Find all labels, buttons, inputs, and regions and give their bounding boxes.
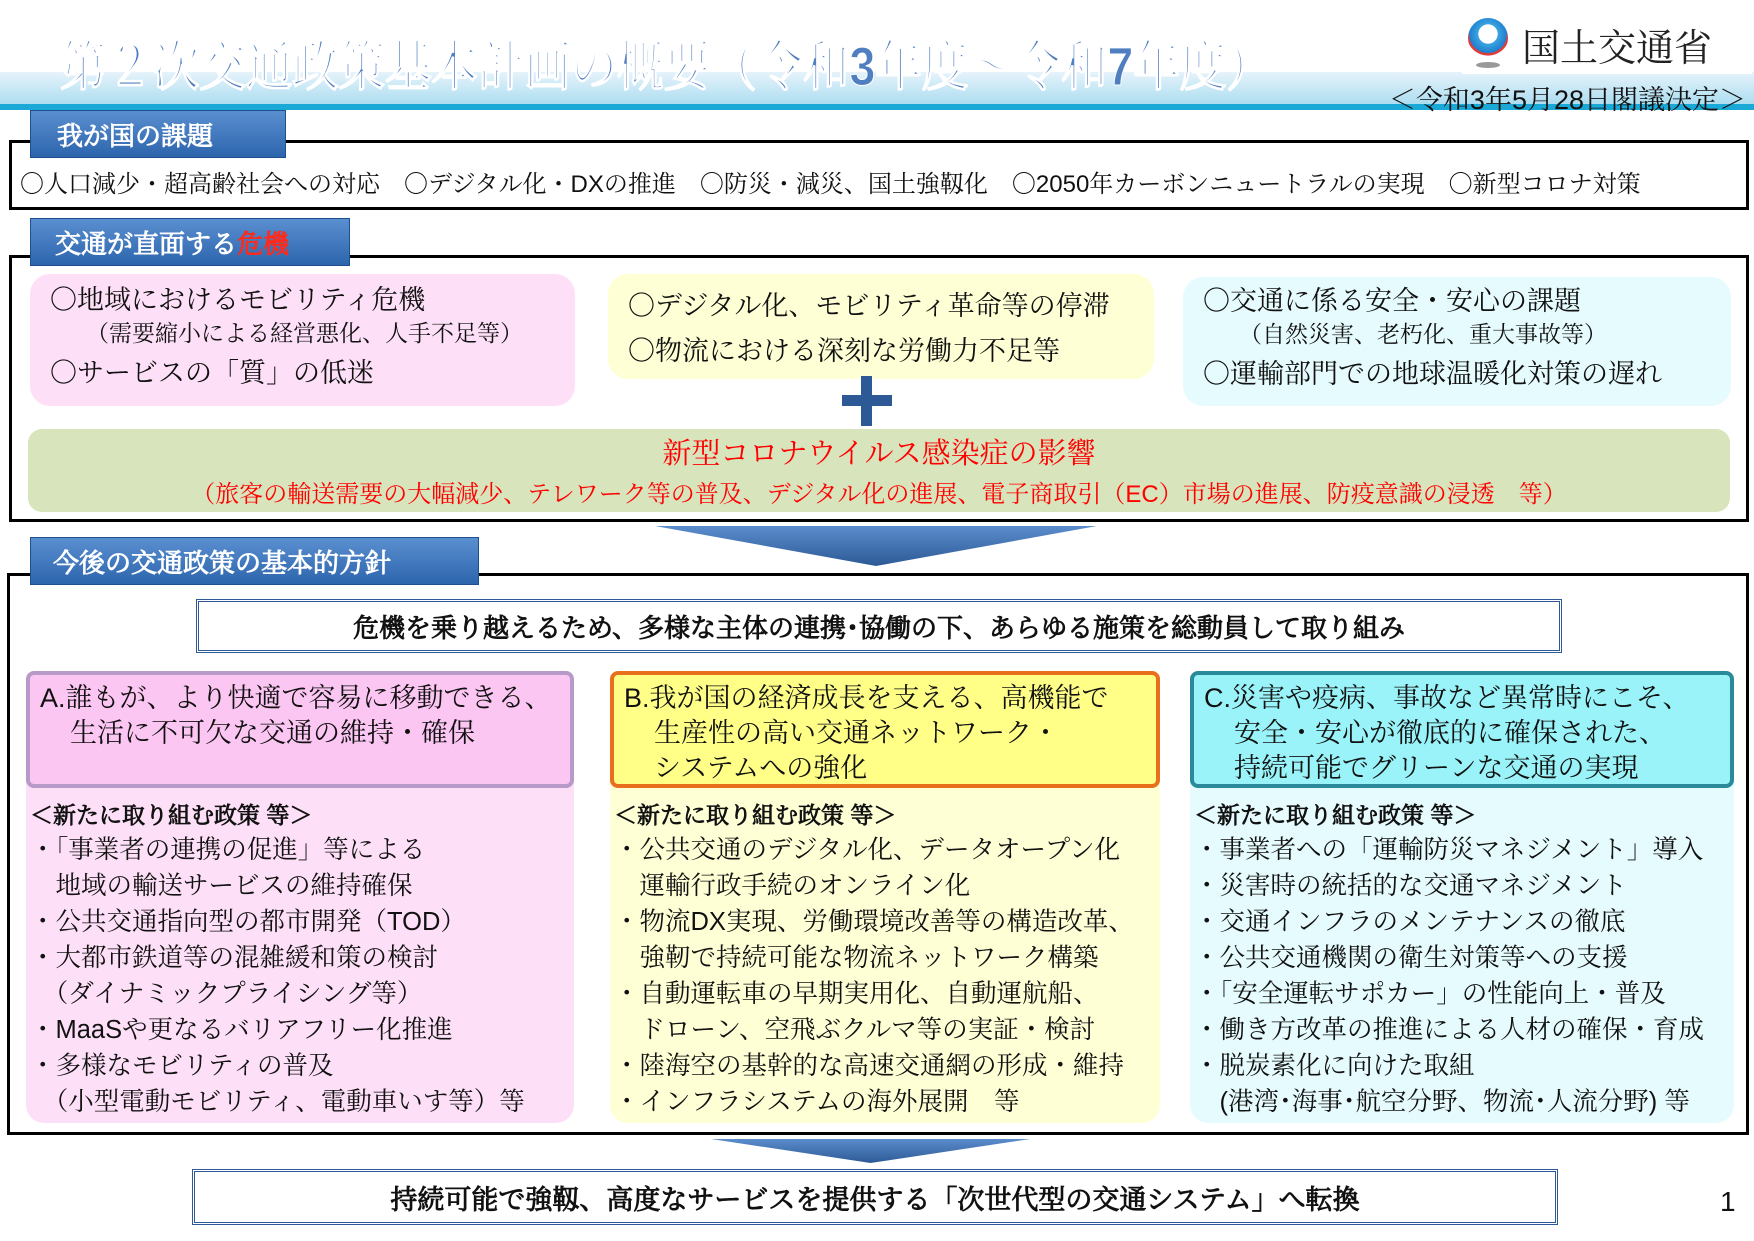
list-item: ドローン、空飛ぶクルマ等の実証・検討 [614, 1016, 1096, 1044]
plus-icon [842, 376, 892, 426]
list-item: ・大都市鉄道等の混雑緩和策の検討 [30, 944, 439, 972]
section-tab-issues: 我が国の課題 [30, 110, 286, 158]
crisis-text: 〇物流における深刻な労働力不足等 [628, 335, 1060, 366]
policy-list [30, 798, 578, 1120]
goal-text: 持続可能でグリーンな交通の実現 [1234, 753, 1639, 783]
covid-detail: （旅客の輸送需要の大幅減少、テレワーク等の普及、デジタル化の進展、電子商取引（EC）市場の進展、防疫意識の浸透 等） [191, 481, 1567, 508]
goal-header [1190, 671, 1734, 788]
list-item: ・公共交通のデジタル化、データオープン化 [614, 836, 1121, 864]
down-arrow-icon [655, 526, 1097, 566]
list-item: ・「事業者の連携の促進」等による [30, 836, 426, 864]
list-item: ・事業者への「運輸防災マネジメント」導入 [1194, 836, 1704, 864]
covid-title: 新型コロナウイルス感染症の影響 [662, 438, 1096, 470]
section-tab-policy: 今後の交通政策の基本的方針 [30, 537, 479, 585]
crisis-text: （自然災害、老朽化、重大事故等） [1239, 321, 1607, 348]
crisis-text: （需要縮小による経営悪化、人手不足等） [86, 320, 523, 347]
list-item: ・交通インフラのメンテナンスの徹底 [1194, 908, 1626, 936]
policy-list [1194, 798, 1738, 1120]
covid-impact-box [28, 429, 1730, 512]
goal-text: C.災害や疫病、事故など異常時にこそ、 [1204, 683, 1690, 713]
list-item: ・多様なモビリティの普及 [30, 1052, 334, 1080]
policy-heading: ＜新たに取り組む政策 等＞ [30, 802, 313, 828]
crisis-digital [608, 274, 1154, 379]
issues-list: 〇人口減少・超高齢社会への対応 〇デジタル化・DXの推進 〇防災・減災、国土強靱化 〇2050年カーボンニュートラルの実現 〇新型コロナ対策 [20, 170, 1641, 198]
list-item: ・自動運転車の早期実用化、自動運航船、 [614, 980, 1099, 1008]
crisis-mobility [30, 274, 575, 406]
policy-list [614, 798, 1164, 1120]
ministry-logo [1462, 14, 1752, 74]
list-item: 地域の輸送サービスの維持確保 [30, 872, 413, 900]
policy-heading: ＜新たに取り組む政策 等＞ [1194, 802, 1477, 828]
list-item: ・物流DX実現、労働環境改善等の構造改革、 [614, 908, 1134, 936]
tab-text: 交通が直面する [55, 228, 238, 259]
crisis-text: 〇デジタル化、モビリティ革命等の停滞 [628, 291, 1110, 321]
list-item: ・陸海空の基幹的な高速交通網の形成・維持 [614, 1052, 1125, 1080]
list-item: （ダイナミックプライシング等） [30, 980, 423, 1008]
list-item: (港湾･海事･航空分野、物流･人流分野) 等 [1194, 1088, 1690, 1116]
section-tab-crisis [30, 218, 350, 266]
tab-highlight: 危機 [237, 228, 290, 259]
list-item: 強靭で持続可能な物流ネットワーク構築 [614, 944, 1099, 972]
policy-banner: 危機を乗り越えるため、多様な主体の連携･協働の下、あらゆる施策を総動員して取り組み [196, 599, 1562, 653]
page-title: 第２次交通政策基本計画の概要（令和3年度～令和7年度） [60, 37, 1273, 97]
policy-heading: ＜新たに取り組む政策 等＞ [614, 802, 897, 828]
crisis-safety [1183, 277, 1731, 406]
list-item: 運輸行政手続のオンライン化 [614, 872, 971, 900]
goal-text: B.我が国の経済成長を支える、高機能で [624, 683, 1109, 713]
conclusion-box: 持続可能で強靱、高度なサービスを提供する「次世代型の交通システム」へ転換 [192, 1169, 1558, 1225]
list-item: ・MaaSや更なるバリアフリー化推進 [30, 1016, 453, 1044]
goal-text: 安全・安心が徹底的に確保された、 [1234, 718, 1666, 748]
crisis-text: 〇地域におけるモビリティ危機 [50, 285, 426, 315]
list-item: ・公共交通指向型の都市開発（TOD） [30, 908, 466, 936]
ministry-name: 国土交通省 [1522, 27, 1713, 70]
list-item: ・「安全運転サポカー」の性能向上・普及 [1194, 980, 1666, 1008]
list-item: ・脱炭素化に向けた取組 [1194, 1052, 1475, 1080]
list-item: （小型電動モビリティ、電動車いす等）等 [30, 1088, 525, 1116]
crisis-text: 〇交通に係る安全・安心の課題 [1203, 286, 1581, 316]
list-item: ・災害時の統括的な交通マネジメント [1194, 872, 1627, 900]
goal-header [610, 671, 1160, 788]
goal-header [26, 671, 574, 788]
mlit-logo-icon [1462, 18, 1512, 70]
down-arrow-icon [711, 1139, 1030, 1163]
list-item: ・公共交通機関の衛生対策等への支援 [1194, 944, 1628, 972]
goal-text: 生活に不可欠な交通の維持・確保 [70, 718, 475, 748]
decision-date: ＜令和3年5月28日閣議決定＞ [1388, 85, 1746, 115]
goal-text: 生産性の高い交通ネットワーク・ [654, 718, 1059, 748]
page-number: 1 [1720, 1186, 1736, 1217]
goal-text: システムへの強化 [654, 753, 868, 783]
list-item: ・インフラシステムの海外展開 等 [614, 1088, 1020, 1116]
goal-text: A.誰もが、より快適で容易に移動できる、 [40, 683, 552, 713]
crisis-text: 〇運輸部門での地球温暖化対策の遅れ [1203, 359, 1662, 390]
crisis-text: 〇サービスの「質」の低迷 [50, 358, 374, 389]
list-item: ・働き方改革の推進による人材の確保・育成 [1194, 1016, 1705, 1044]
